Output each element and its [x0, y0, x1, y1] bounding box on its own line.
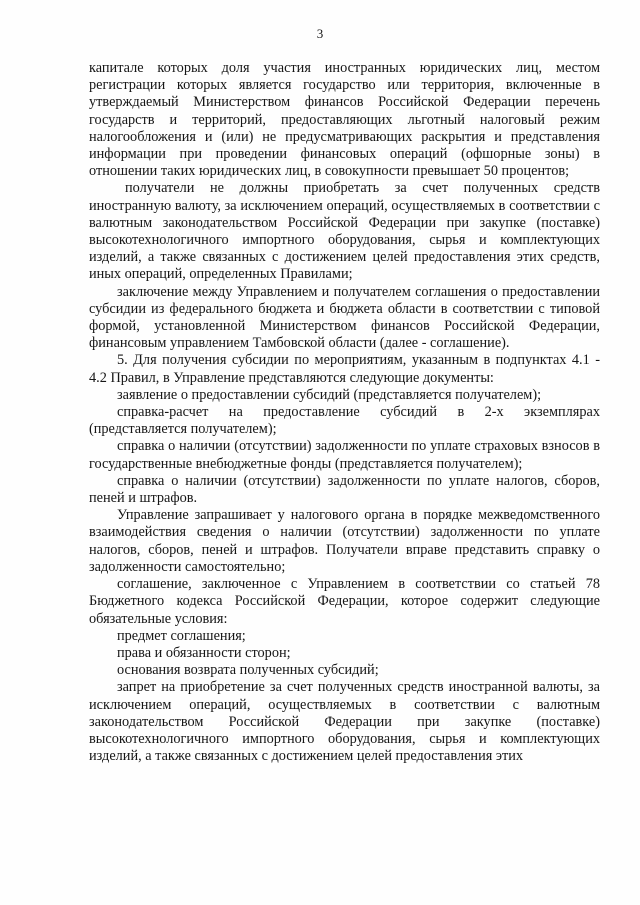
paragraph: справка о наличии (отсутствии) задолженности по уплате налогов, сборов, пеней и штрафов.	[89, 472, 600, 507]
list-item: права и обязанности сторон;	[117, 644, 291, 661]
page-number: 3	[316, 26, 324, 41]
paragraph: справка-расчет на предоставление субсидий в 2-х экземплярах (представляется получателем);	[89, 404, 600, 438]
document-body	[89, 60, 600, 765]
paragraph: получатели не должны приобретать за счет полученных средств иностранную валюту, за исключением операций, осуществляемых в соответствии с валютным законодательством Российской Федерации при закупке (поставке) высокотехнологичного импортного оборудования, сырья и комплектующих изделий, а также связанных с достижением целей предоставления этих средств, иных операций, определенных Правилами;	[89, 180, 600, 283]
paragraph: заявление о предоставлении субсидий (представляется получателем);	[117, 386, 542, 403]
list-item: предмет соглашения;	[117, 627, 246, 644]
paragraph: запрет на приобретение за счет полученных средств иностранной валюты, за исключением операций, осуществляемых в соответствии с валютным законодательством Российской Федерации при закупке (поставке) высокотехнологичного импортного оборудования, сырья и комплектующих изделий, а также связанных с достижением целей предоставления этих	[89, 679, 600, 765]
paragraph: 5. Для получения субсидии по мероприятиям, указанным в подпунктах 4.1 - 4.2 Правил, в Управление представляются следующие документы:	[89, 352, 600, 386]
paragraph: заключение между Управлением и получателем соглашения о предоставлении субсидии из федерального бюджета и бюджета области в соответствии с типовой формой, установленной Министерством финансов Российской Федерации, финансовым управлением Тамбовской области (далее - соглашение).	[89, 283, 600, 352]
paragraph: справка о наличии (отсутствии) задолженности по уплате страховых взносов в государственные внебюджетные фонды (представляется получателем);	[89, 438, 600, 472]
paragraph: капитале которых доля участия иностранных юридических лиц, местом регистрации которых является государство или территория, включенные в утверждаемый Министерством финансов Российской Федерации перечень государств и территорий, предоставляющих льготный налоговый режим налогообложения и (или) не предусматривающих раскрытия и представления информации при проведении финансовых операций (офшорные зоны) в отношении таких юридических лиц, в совокупности превышает 50 процентов;	[89, 60, 600, 180]
paragraph: Управление запрашивает у налогового органа в порядке межведомственного взаимодействия сведения о наличии (отсутствии) задолженности по уплате налогов, сборов, пеней и штрафов. Получатели вправе представить справку о задолженности самостоятельно;	[89, 507, 600, 575]
list-item: основания возврата полученных субсидий;	[117, 662, 379, 679]
paragraph: соглашение, заключенное с Управлением в соответствии со статьей 78 Бюджетного кодекса Российской Федерации, которое содержит следующие обязательные условия:	[89, 576, 600, 627]
